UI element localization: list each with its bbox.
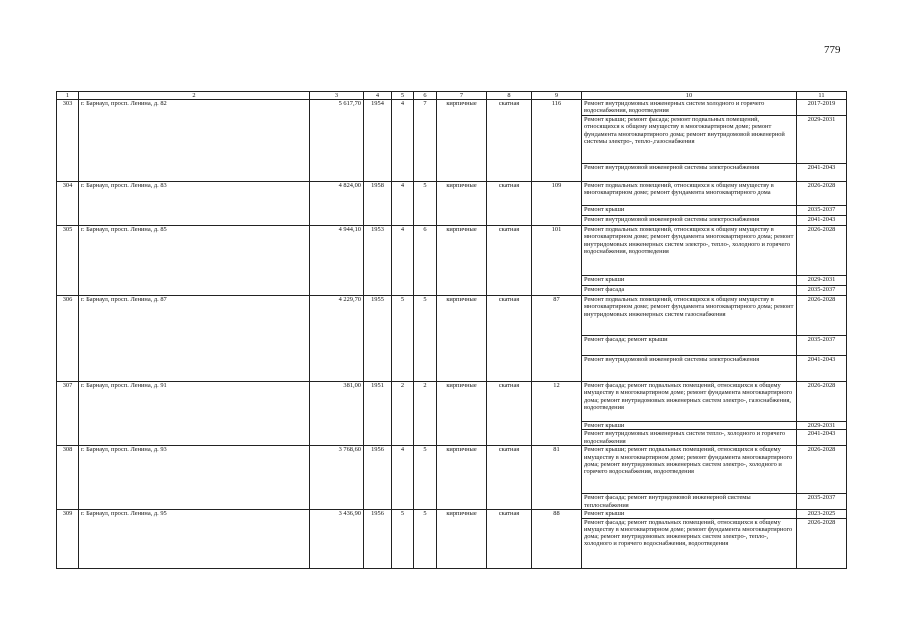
work-description-cell: Ремонт внутридомовых инженерных систем холодного и горячего водоснабжения, водоотведения xyxy=(582,100,797,116)
row-number: 307 xyxy=(57,382,79,446)
wall-material-cell: кирпичные xyxy=(437,226,487,296)
roof-type-cell: скатная xyxy=(487,446,532,510)
residents-cell: 101 xyxy=(532,226,582,296)
area-cell: 3 436,90 xyxy=(310,510,364,568)
entrances-cell: 5 xyxy=(414,296,437,382)
year-built-cell: 1956 xyxy=(364,446,392,510)
address-cell: г. Барнаул, просп. Ленина, д. 93 xyxy=(79,446,310,510)
table-row xyxy=(57,382,847,422)
work-description-cell: Ремонт фасада; ремонт подвальных помещений, относящихся к общему имуществу в многоквартирном доме; ремонт фундамента многоквартирного дома; ремонт внутридомовых инженерных систем электро-, газоснабжения, водоотведения xyxy=(582,382,797,422)
table-row xyxy=(57,226,847,276)
area-cell: 381,00 xyxy=(310,382,364,446)
work-period-cell: 2026-2028 xyxy=(797,518,847,568)
work-description-cell: Ремонт подвальных помещений, относящихся к общему имуществу в многоквартирном доме; ремонт фундамента многоквартирного дома; ремонт внутридомовых инженерных систем электро-, тепло-, холодного и горячего водоснабжения, водоотведения xyxy=(582,226,797,276)
roof-type-cell: скатная xyxy=(487,182,532,226)
residents-cell: 81 xyxy=(532,446,582,510)
work-period-cell: 2035-2037 xyxy=(797,286,847,296)
roof-type-cell: скатная xyxy=(487,100,532,182)
year-built-cell: 1951 xyxy=(364,382,392,446)
column-header-7: 7 xyxy=(437,92,487,100)
residents-cell: 116 xyxy=(532,100,582,182)
residents-cell: 87 xyxy=(532,296,582,382)
page-number: 779 xyxy=(824,44,841,56)
area-cell: 5 617,70 xyxy=(310,100,364,182)
work-period-cell: 2035-2037 xyxy=(797,494,847,510)
work-description-cell: Ремонт крыши; ремонт подвальных помещений, относящихся к общему имуществу в многоквартирном доме; ремонт фундамента многоквартирного дома; ремонт внутридомовых инженерных систем электро-, холодного и горячего водоснабжения, водоотведения xyxy=(582,446,797,494)
entrances-cell: 5 xyxy=(414,182,437,226)
work-period-cell: 2035-2037 xyxy=(797,206,847,216)
work-period-cell: 2026-2028 xyxy=(797,226,847,276)
wall-material-cell: кирпичные xyxy=(437,382,487,446)
work-period-cell: 2029-2031 xyxy=(797,116,847,164)
work-description-cell: Ремонт фасада; ремонт внутридомовой инженерной системы теплоснабжения xyxy=(582,494,797,510)
residents-cell: 109 xyxy=(532,182,582,226)
column-header-9: 9 xyxy=(532,92,582,100)
column-header-2: 2 xyxy=(79,92,310,100)
work-period-cell: 2026-2028 xyxy=(797,382,847,422)
work-description-cell: Ремонт фасада xyxy=(582,286,797,296)
work-period-cell: 2035-2037 xyxy=(797,336,847,356)
column-header-4: 4 xyxy=(364,92,392,100)
area-cell: 4 229,70 xyxy=(310,296,364,382)
year-built-cell: 1958 xyxy=(364,182,392,226)
work-description-cell: Ремонт внутридомовой инженерной системы электроснабжения xyxy=(582,216,797,226)
address-cell: г. Барнаул, просп. Ленина, д. 82 xyxy=(79,100,310,182)
entrances-cell: 6 xyxy=(414,226,437,296)
wall-material-cell: кирпичные xyxy=(437,182,487,226)
work-description-cell: Ремонт фасада; ремонт подвальных помещений, относящихся к общему имуществу в многоквартирном доме; ремонт фундамента многоквартирного дома; ремонт внутридомовых инженерных систем электро-, тепло-, холодного и горячего водоснабжения, водоотведения xyxy=(582,518,797,568)
work-period-cell: 2026-2028 xyxy=(797,296,847,336)
column-header-1: 1 xyxy=(57,92,79,100)
entrances-cell: 7 xyxy=(414,100,437,182)
floors-cell: 4 xyxy=(392,100,414,182)
address-cell: г. Барнаул, просп. Ленина, д. 91 xyxy=(79,382,310,446)
area-cell: 4 824,00 xyxy=(310,182,364,226)
work-period-cell: 2029-2031 xyxy=(797,422,847,430)
column-header-6: 6 xyxy=(414,92,437,100)
column-header-10: 10 xyxy=(582,92,797,100)
work-period-cell: 2029-2031 xyxy=(797,276,847,286)
roof-type-cell: скатная xyxy=(487,226,532,296)
table-row xyxy=(57,446,847,494)
area-cell: 3 768,60 xyxy=(310,446,364,510)
work-period-cell: 2017-2019 xyxy=(797,100,847,116)
area-cell: 4 944,10 xyxy=(310,226,364,296)
work-description-cell: Ремонт внутридомовых инженерных систем тепло-, холодного и горячего водоснабжения xyxy=(582,430,797,446)
row-number: 308 xyxy=(57,446,79,510)
year-built-cell: 1954 xyxy=(364,100,392,182)
work-description-cell: Ремонт крыши xyxy=(582,206,797,216)
address-cell: г. Барнаул, просп. Ленина, д. 87 xyxy=(79,296,310,382)
table-row xyxy=(57,182,847,206)
work-period-cell: 2026-2028 xyxy=(797,446,847,494)
column-header-5: 5 xyxy=(392,92,414,100)
work-period-cell: 2041-2043 xyxy=(797,430,847,446)
year-built-cell: 1955 xyxy=(364,296,392,382)
wall-material-cell: кирпичные xyxy=(437,296,487,382)
residents-cell: 88 xyxy=(532,510,582,568)
row-number: 305 xyxy=(57,226,79,296)
floors-cell: 5 xyxy=(392,296,414,382)
column-header-8: 8 xyxy=(487,92,532,100)
address-cell: г. Барнаул, просп. Ленина, д. 95 xyxy=(79,510,310,568)
year-built-cell: 1956 xyxy=(364,510,392,568)
roof-type-cell: скатная xyxy=(487,382,532,446)
roof-type-cell: скатная xyxy=(487,510,532,568)
work-description-cell: Ремонт внутридомовой инженерной системы электроснабжения xyxy=(582,356,797,382)
work-description-cell: Ремонт подвальных помещений, относящихся к общему имуществу в многоквартирном доме; ремонт фундамента многоквартирного дома; ремонт внутридомовых инженерных систем газоснабжения xyxy=(582,296,797,336)
work-description-cell: Ремонт крыши xyxy=(582,276,797,286)
work-description-cell: Ремонт фасада; ремонт крыши xyxy=(582,336,797,356)
roof-type-cell: скатная xyxy=(487,296,532,382)
work-description-cell: Ремонт крыши xyxy=(582,422,797,430)
entrances-cell: 5 xyxy=(414,446,437,510)
column-header-3: 3 xyxy=(310,92,364,100)
floors-cell: 4 xyxy=(392,182,414,226)
wall-material-cell: кирпичные xyxy=(437,100,487,182)
work-description-cell: Ремонт подвальных помещений, относящихся к общему имуществу в многоквартирном доме; ремонт фундамента многоквартирного дома xyxy=(582,182,797,206)
entrances-cell: 5 xyxy=(414,510,437,568)
table-row xyxy=(57,510,847,518)
address-cell: г. Барнаул, просп. Ленина, д. 85 xyxy=(79,226,310,296)
work-period-cell: 2026-2028 xyxy=(797,182,847,206)
work-description-cell: Ремонт крыши; ремонт фасада; ремонт подвальных помещений, относящихся к общему имуществу в многоквартирном доме; ремонт фундамента многоквартирного дома; ремонт внутридомовой инженерной системы электро-, тепло-,газоснабжения xyxy=(582,116,797,164)
row-number: 304 xyxy=(57,182,79,226)
floors-cell: 5 xyxy=(392,510,414,568)
work-period-cell: 2041-2043 xyxy=(797,216,847,226)
work-period-cell: 2041-2043 xyxy=(797,356,847,382)
work-period-cell: 2023-2025 xyxy=(797,510,847,518)
column-header-11: 11 xyxy=(797,92,847,100)
row-number: 309 xyxy=(57,510,79,568)
floors-cell: 4 xyxy=(392,226,414,296)
wall-material-cell: кирпичные xyxy=(437,446,487,510)
row-number: 303 xyxy=(57,100,79,182)
capital-repair-table xyxy=(56,91,847,569)
entrances-cell: 2 xyxy=(414,382,437,446)
floors-cell: 4 xyxy=(392,446,414,510)
residents-cell: 12 xyxy=(532,382,582,446)
address-cell: г. Барнаул, просп. Ленина, д. 83 xyxy=(79,182,310,226)
row-number: 306 xyxy=(57,296,79,382)
table-row xyxy=(57,296,847,336)
wall-material-cell: кирпичные xyxy=(437,510,487,568)
table-row xyxy=(57,100,847,116)
floors-cell: 2 xyxy=(392,382,414,446)
work-description-cell: Ремонт крыши xyxy=(582,510,797,518)
year-built-cell: 1953 xyxy=(364,226,392,296)
work-period-cell: 2041-2043 xyxy=(797,164,847,182)
work-description-cell: Ремонт внутридомовой инженерной системы электроснабжения xyxy=(582,164,797,182)
column-number-row xyxy=(57,92,847,100)
